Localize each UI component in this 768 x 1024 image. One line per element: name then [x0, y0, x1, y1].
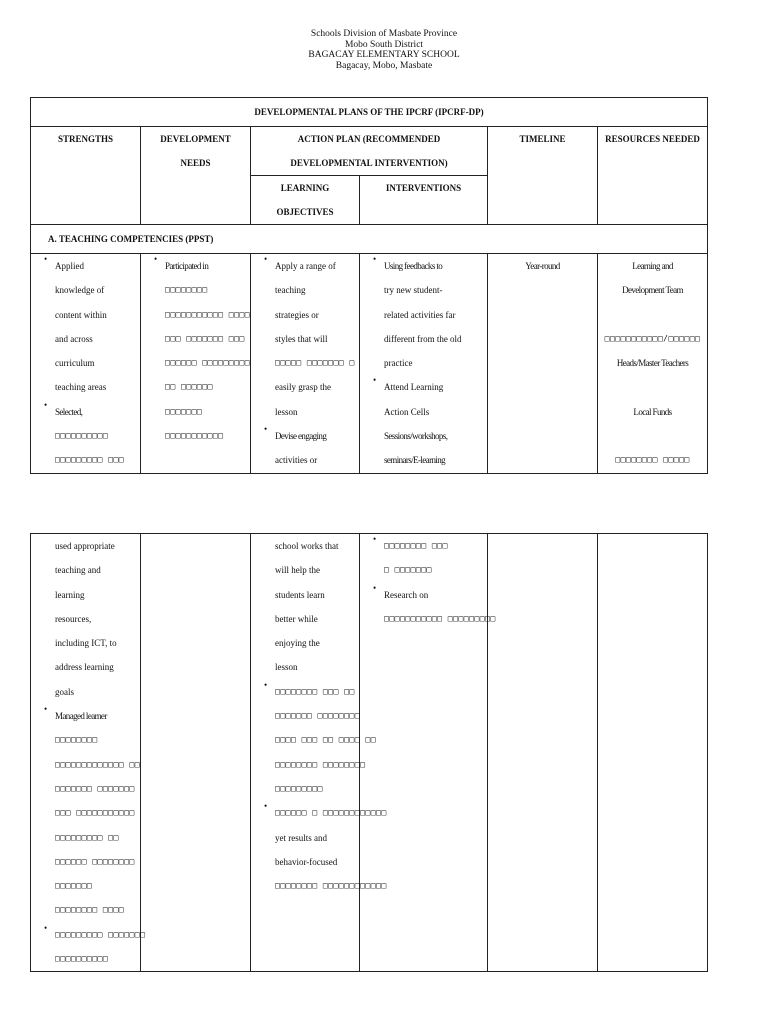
table-title: DEVELOPMENTAL PLANS OF THE IPCRF (IPCRF-DP)	[31, 98, 708, 127]
cell-interventions	[360, 534, 496, 972]
cell-development-needs	[141, 254, 251, 474]
section-teaching-competencies: A. TEACHING COMPETENCIES (PPST)	[31, 225, 708, 254]
list-item: used appropriate teaching and learning resources, including ICT, to address learning goals	[55, 541, 117, 697]
list-item: • Devise engaging activities or	[275, 424, 359, 473]
cell-learning-objectives	[251, 254, 360, 474]
list-item: • Apply a range of teaching strategies or styles that will □□□□□ □□□□□□□ □ easily grasp the lesson	[275, 254, 359, 424]
column-header-interventions: INTERVENTIONS	[360, 176, 488, 225]
cell-resources	[598, 534, 708, 972]
list-item: • □□□□□□ □ □□□□□□□□□□□□ yet results and behavior-focused □□□□□□□□ □□□□□□□□□□□□	[275, 801, 359, 898]
list-item: • Participated in □□□□□□□□ □□□□□□□□□□□ □□□□ □□□ □□□□□□□ □□□ □□□□□□ □□□□□□□□□ □□ □□□□□□ □□□□□□□ □□□□□□□□□□□	[165, 254, 250, 448]
cell-timeline: Year-round	[488, 254, 598, 474]
column-header-resources: RESOURCES NEEDED	[598, 127, 708, 225]
cell-resources: Learning and Development Team □□□□□□□□□□□/□□□□□□ Heads/Master Teachers Local Funds □□□□□□□□ □□□□□	[598, 254, 708, 474]
school-name: BAGACAY ELEMENTARY SCHOOL	[308, 50, 460, 60]
column-header-development-needs: DEVELOPMENT NEEDS	[141, 127, 251, 225]
list-item: • Selected, □□□□□□□□□□ □□□□□□□□□ □□□	[55, 400, 140, 473]
list-item: • Research on □□□□□□□□□□□ □□□□□□□□□	[384, 583, 487, 632]
cell-interventions	[360, 254, 488, 474]
list-item: school works that will help the students learn better while enjoying the lesson	[275, 541, 339, 673]
list-item: • Using feedbacks to try new student- related activities far different from the old practice	[384, 254, 487, 375]
cell-learning-objectives	[251, 534, 387, 972]
list-item: • □□□□□□□□ □□□ □□ □□□□□□□ □□□□□□□□ □□□□ □□□ □□ □□□□ □□ □□□□□□□□ □□□□□□□□ □□□□□□□□□	[275, 680, 359, 801]
column-header-action-plan: ACTION PLAN (RECOMMENDED DEVELOPMENTAL INTERVENTION)	[251, 127, 488, 176]
ipcrf-dp-table	[30, 97, 708, 474]
school-address: Bagacay, Mobo, Masbate	[335, 60, 433, 71]
ipcrf-dp-table-continued	[30, 533, 708, 972]
division-name: Schools Division of Masbate Province	[310, 29, 458, 39]
list-item: • □□□□□□□□□ □□□□□□□ □□□□□□□□□□	[55, 923, 140, 972]
cell-strengths	[31, 534, 146, 972]
document-header	[0, 29, 768, 71]
cell-development-needs	[141, 534, 251, 972]
list-item: • Attend Learning Action Cells Sessions/workshops, seminars/E-learning	[384, 375, 487, 472]
list-item: • Applied knowledge of content within and across curriculum teaching areas	[55, 254, 140, 400]
list-item: • Managed learner □□□□□□□□ □□□□□□□□□□□□□ □□ □□□□□□□ □□□□□□□ □□□ □□□□□□□□□□□ □□□□□□□□□ □□ □□□□□□ □□□□□□□□ □□□□□□□ □□□□□□□□ □□□□	[55, 704, 140, 923]
cell-strengths	[31, 254, 141, 474]
list-item: • □□□□□□□□ □□□ □ □□□□□□□	[384, 534, 487, 583]
column-header-timeline: TIMELINE	[488, 127, 598, 225]
cell-timeline	[488, 534, 598, 972]
district-name: Mobo South District	[344, 39, 424, 50]
column-header-learning-objectives: LEARNING OBJECTIVES	[251, 176, 360, 225]
column-header-strengths: STRENGTHS	[31, 127, 141, 225]
